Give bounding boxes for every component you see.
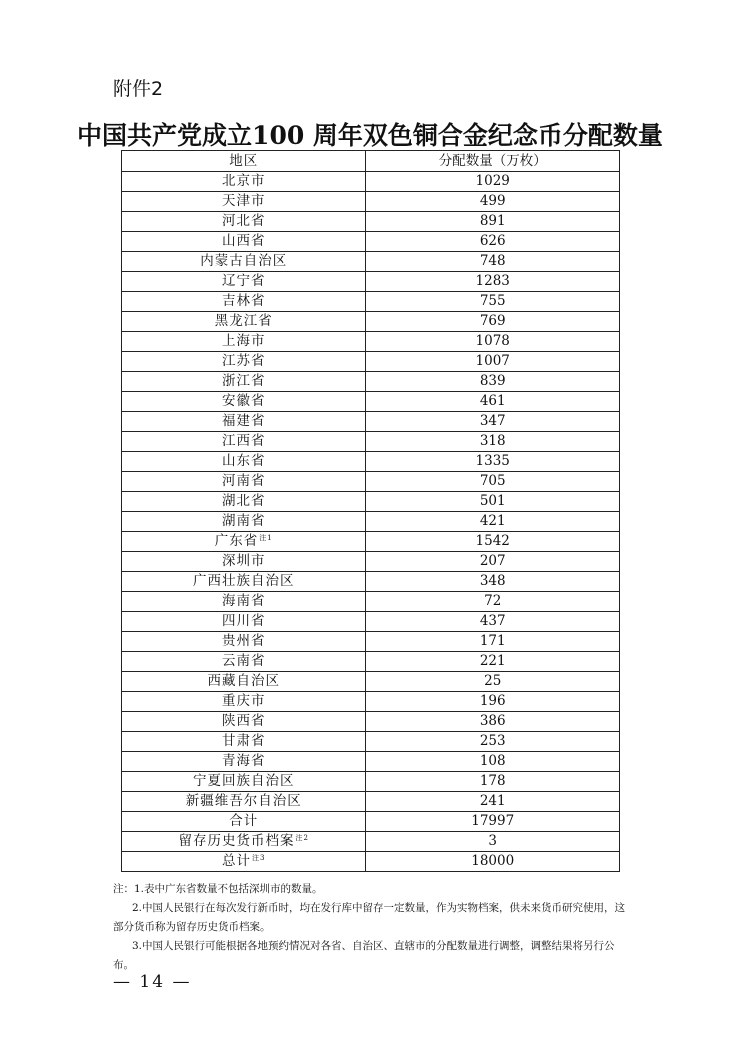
quantity-cell: 437 (366, 612, 620, 632)
table-row (122, 212, 620, 232)
footnote-3: 3.中国人民银行可能根据各地预约情况对各省、自治区、直辖市的分配数量进行调整，调整结果将另行公布。 (113, 940, 615, 971)
region-name: 陕西省 (221, 713, 266, 729)
note-reference: 注2 (295, 833, 309, 842)
region-cell (122, 832, 366, 852)
region-cell (122, 552, 366, 572)
region-cell (122, 252, 366, 272)
region-cell (122, 232, 366, 252)
region-name: 内蒙古自治区 (200, 253, 288, 269)
allocation-table (121, 150, 620, 872)
region-cell (122, 572, 366, 592)
region-cell (122, 452, 366, 472)
region-name: 总计 (221, 853, 251, 869)
region-cell (122, 192, 366, 212)
region-name: 宁夏回族自治区 (192, 773, 295, 789)
region-cell (122, 752, 366, 772)
region-cell (122, 392, 366, 412)
region-name: 辽宁省 (221, 273, 266, 289)
quantity-cell: 386 (366, 712, 620, 732)
region-cell (122, 472, 366, 492)
region-cell (122, 412, 366, 432)
region-name: 海南省 (221, 593, 266, 609)
region-name: 广西壮族自治区 (192, 573, 295, 589)
quantity-cell: 1283 (366, 272, 620, 292)
region-cell (122, 172, 366, 192)
region-name: 山西省 (221, 233, 266, 249)
table-row (122, 392, 620, 412)
table-row (122, 592, 620, 612)
region-cell (122, 612, 366, 632)
region-name: 甘肃省 (221, 733, 266, 749)
region-name: 新疆维吾尔自治区 (185, 793, 302, 809)
region-cell (122, 372, 366, 392)
quantity-cell: 108 (366, 752, 620, 772)
quantity-cell: 25 (366, 672, 620, 692)
region-name: 青海省 (221, 753, 266, 769)
region-name: 黑龙江省 (214, 313, 273, 329)
region-cell (122, 592, 366, 612)
quantity-cell: 705 (366, 472, 620, 492)
region-cell (122, 332, 366, 352)
quantity-cell: 318 (366, 432, 620, 452)
table-body (122, 172, 620, 872)
table-row (122, 532, 620, 552)
quantity-cell: 839 (366, 372, 620, 392)
table-row (122, 412, 620, 432)
region-cell (122, 632, 366, 652)
table-row (122, 692, 620, 712)
quantity-cell: 1007 (366, 352, 620, 372)
region-name: 江西省 (221, 433, 266, 449)
region-name: 北京市 (221, 173, 266, 189)
quantity-cell: 207 (366, 552, 620, 572)
quantity-cell: 3 (366, 832, 620, 852)
region-cell (122, 492, 366, 512)
region-cell (122, 812, 366, 832)
table-row (122, 832, 620, 852)
region-cell (122, 772, 366, 792)
region-cell (122, 312, 366, 332)
table-row (122, 812, 620, 832)
header-quantity: 分配数量（万枚） (366, 151, 620, 172)
table-row (122, 332, 620, 352)
region-name: 广东省 (214, 533, 259, 549)
table-row (122, 552, 620, 572)
region-cell (122, 212, 366, 232)
table-row (122, 752, 620, 772)
region-cell (122, 272, 366, 292)
quantity-cell: 1335 (366, 452, 620, 472)
note-reference: 注3 (251, 853, 266, 862)
table-row (122, 192, 620, 212)
quantity-cell: 1542 (366, 532, 620, 552)
quantity-cell: 1078 (366, 332, 620, 352)
quantity-cell: 748 (366, 252, 620, 272)
quantity-cell: 241 (366, 792, 620, 812)
region-name: 浙江省 (221, 373, 266, 389)
quantity-cell: 221 (366, 652, 620, 672)
quantity-cell: 891 (366, 212, 620, 232)
quantity-cell: 501 (366, 492, 620, 512)
table-row (122, 772, 620, 792)
table-row (122, 492, 620, 512)
table-row (122, 672, 620, 692)
region-name: 四川省 (221, 613, 266, 629)
region-name: 福建省 (221, 413, 266, 429)
region-cell (122, 692, 366, 712)
region-cell (122, 292, 366, 312)
quantity-cell: 347 (366, 412, 620, 432)
table-row (122, 372, 620, 392)
table-row (122, 172, 620, 192)
table-row (122, 732, 620, 752)
table-row (122, 852, 620, 872)
quantity-cell: 626 (366, 232, 620, 252)
footnotes (113, 880, 633, 975)
note-reference: 注1 (259, 533, 273, 542)
region-name: 上海市 (221, 333, 266, 349)
region-name: 河北省 (221, 213, 266, 229)
document-title: 中国共产党成立100 周年双色铜合金纪念币分配数量 (77, 121, 663, 150)
quantity-cell: 499 (366, 192, 620, 212)
quantity-cell: 178 (366, 772, 620, 792)
quantity-cell: 348 (366, 572, 620, 592)
table-row (122, 792, 620, 812)
quantity-cell: 72 (366, 592, 620, 612)
table-row (122, 612, 620, 632)
region-cell (122, 792, 366, 812)
region-name: 留存历史货币档案 (178, 833, 295, 849)
quantity-cell: 1029 (366, 172, 620, 192)
quantity-cell: 17997 (366, 812, 620, 832)
region-name: 重庆市 (221, 693, 266, 709)
region-name: 山东省 (221, 453, 266, 469)
table-row (122, 632, 620, 652)
table-row (122, 352, 620, 372)
region-name: 天津市 (221, 193, 266, 209)
table-row (122, 252, 620, 272)
region-cell (122, 652, 366, 672)
quantity-cell: 769 (366, 312, 620, 332)
quantity-cell: 755 (366, 292, 620, 312)
region-cell (122, 512, 366, 532)
table-row (122, 652, 620, 672)
region-cell (122, 432, 366, 452)
region-name: 云南省 (221, 653, 266, 669)
quantity-cell: 421 (366, 512, 620, 532)
region-cell (122, 732, 366, 752)
table-row (122, 472, 620, 492)
region-name: 江苏省 (221, 353, 266, 369)
region-name: 西藏自治区 (207, 673, 280, 689)
table-row (122, 272, 620, 292)
region-name: 贵州省 (221, 633, 266, 649)
region-name: 吉林省 (221, 293, 266, 309)
table-row (122, 512, 620, 532)
footnote-2: 2.中国人民银行在每次发行新币时，均在发行库中留存一定数量，作为实物档案，供未来货币研究使用，这部分货币称为留存历史货币档案。 (113, 902, 626, 933)
table-row (122, 312, 620, 332)
region-name: 深圳市 (221, 553, 266, 569)
quantity-cell: 18000 (366, 852, 620, 872)
table-row (122, 572, 620, 592)
region-name: 湖北省 (221, 493, 266, 509)
footnote-1: 注：1.表中广东省数量不包括深圳市的数量。 (113, 883, 323, 895)
page-number: — 14 — (113, 972, 192, 992)
quantity-cell: 253 (366, 732, 620, 752)
table-row (122, 232, 620, 252)
table-row (122, 292, 620, 312)
quantity-cell: 171 (366, 632, 620, 652)
table-header-row (122, 151, 620, 172)
attachment-label: 附件2 (113, 78, 164, 100)
region-name: 合计 (229, 813, 259, 829)
region-name: 安徽省 (221, 393, 266, 409)
quantity-cell: 196 (366, 692, 620, 712)
region-cell (122, 712, 366, 732)
quantity-cell: 461 (366, 392, 620, 412)
table-row (122, 432, 620, 452)
region-cell (122, 852, 366, 872)
region-cell (122, 672, 366, 692)
header-region: 地区 (122, 151, 366, 172)
table-row (122, 452, 620, 472)
region-name: 湖南省 (221, 513, 266, 529)
region-cell (122, 352, 366, 372)
region-name: 河南省 (221, 473, 266, 489)
region-cell (122, 532, 366, 552)
table-row (122, 712, 620, 732)
